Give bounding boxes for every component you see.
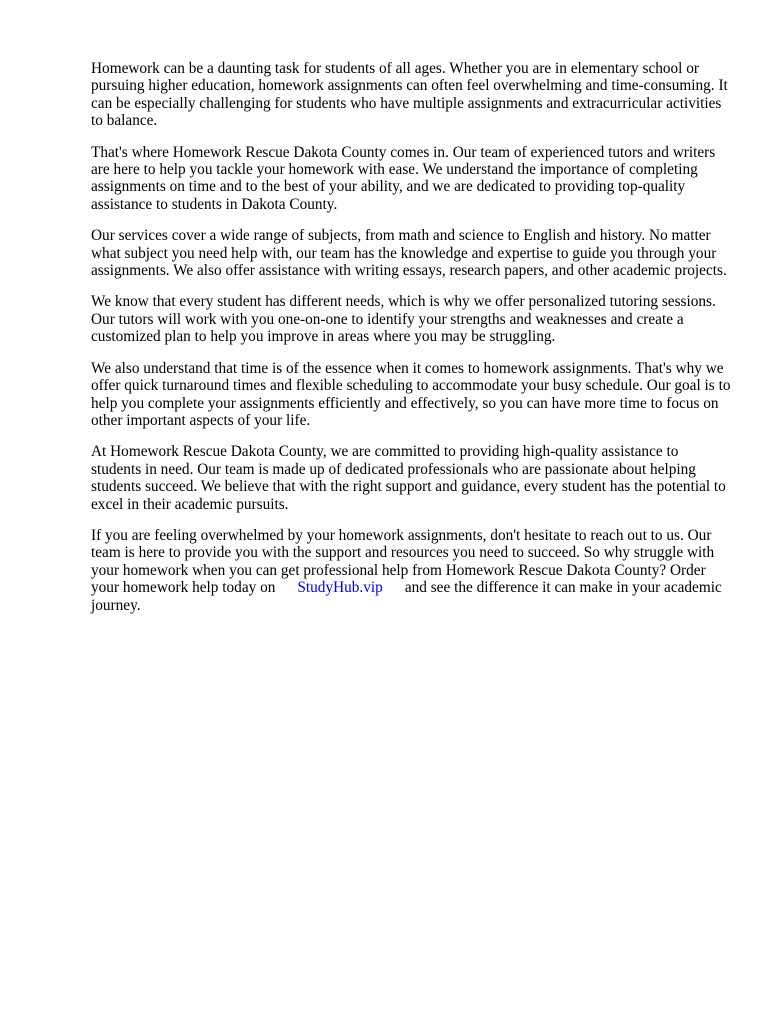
paragraph-commitment: At Homework Rescue Dakota County, we are committed to providing high-quality assistance to students in need. Our team is made up of dedicated professionals who are passionate about helping students succeed. We believe that with the right support and guidance, every student has the potential to excel in their academic pursuits.: [91, 443, 726, 513]
cta-text-before: If you are feeling overwhelmed by your homework assignments, don't hesitate to reach out to us. Our team is here to provide you with the support and resources you need to succeed. So why struggle with your homework when you can get professional help from Homework Rescue Dakota County? Order your homework help today on: [91, 526, 715, 597]
cta-text-after: and see the difference it can make in your academic journey.: [91, 579, 722, 614]
paragraph-time: We also understand that time is of the essence when it comes to homework assignments. That's why we offer quick turnaround times and flexible scheduling to accommodate your busy schedule. Our goal is to help you complete your assignments efficiently and effectively, so you can have more time to focus on other important aspects of your life.: [91, 359, 731, 429]
paragraph-personalized: We know that every student has different needs, which is why we offer personalized tutoring sessions. Our tutors will work with you one-on-one to identify your strengths and weaknesses and create a customized plan to help you improve in areas where you may be struggling.: [91, 293, 716, 346]
paragraph-services: Our services cover a wide range of subjects, from math and science to English and history. No matter what subject you need help with, our team has the knowledge and expertise to guide you through your assignments. We also offer assistance with writing essays, research papers, and other academic projects.: [91, 227, 727, 280]
studyhub-link[interactable]: StudyHub.vip: [297, 579, 383, 597]
document-page: [91, 60, 731, 628]
paragraph-about: That's where Homework Rescue Dakota County comes in. Our team of experienced tutors and writers are here to help you tackle your homework with ease. We understand the importance of completing assignments on time and to the best of your ability, and we are dedicated to providing top-quality assistance to students in Dakota County.: [91, 143, 716, 213]
paragraph-call-to-action: [91, 527, 731, 614]
paragraph-intro: Homework can be a daunting task for students of all ages. Whether you are in elementary school or pursuing higher education, homework assignments can often feel overwhelming and time-consuming. It can be especially challenging for students who have multiple assignments and extracurricular activities to balance.: [91, 60, 728, 130]
